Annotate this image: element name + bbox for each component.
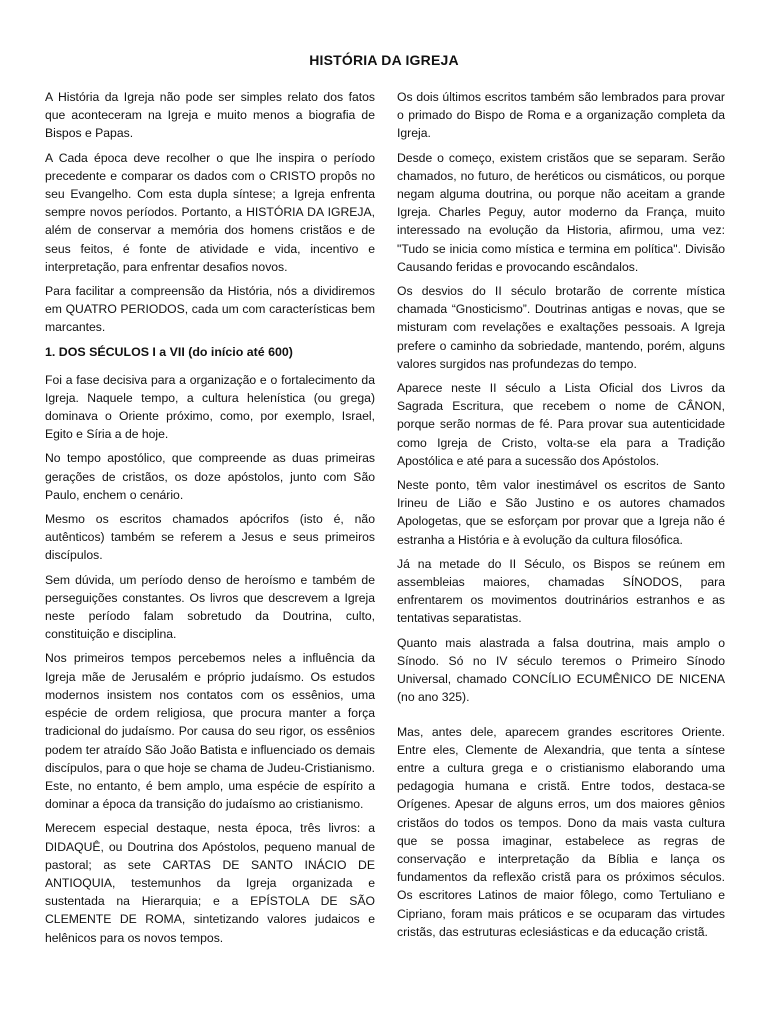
paragraph: Sem dúvida, um período denso de heroísmo e também de perseguições constantes. Os livros que descrevem a Igreja neste período falam sobretudo da Doutrina, culto, constituição e disciplina. bbox=[45, 572, 375, 642]
section-heading: 1. DOS SÉCULOS I a VII (do início até 600) bbox=[45, 344, 293, 359]
paragraph: Já na metade do II Século, os Bispos se reúnem em assembleias maiores, chamadas SÍNODOS, para enfrentarem os movimentos doutrinários estranhos e as tentativas separatistas. bbox=[397, 556, 725, 626]
paragraph: Mas, antes dele, aparecem grandes escritores Oriente. Entre eles, Clemente de Alexandria, que tenta a síntese entre a cultura grega e o cristianismo elaborando uma pedagogia humana e cristã. Entre todos, destaca-se Orígenes. Apesar de alguns erros, um dos maiores gênios cristãos do todos os tempos. Dono da mais vasta cultura que se possa imaginar, estabelece as regras de conservação e interpretação da Bíblia e lança os fundamentos da reflexão cristã para os próximos séculos. Os escritores Latinos de maior fôlego, como Tertuliano e Cipriano, foram mais práticos e se ocuparam das virtudes cristãs, das estruturas eclesiásticas e da educação cristã. bbox=[397, 724, 725, 939]
paragraph: A Cada época deve recolher o que lhe inspira o período precedente e comparar os dados com o CRISTO propôs no seu Evangelho. Com esta dupla síntese; a Igreja enfrenta sempre novos períodos. Portanto, a HISTÓRIA DA IGREJA, além de conservar a memória dos homens cristãos e de seus feitos, é fonte de atividade e vida, incentivo e interpretação, para enfrentar desafios novos. bbox=[45, 150, 375, 274]
paragraph: Quanto mais alastrada a falsa doutrina, mais amplo o Sínodo. Só no IV século teremos o Primeiro Sínodo Universal, chamado CONCÍLIO ECUMÊNICO DE NICENA (no ano 325). bbox=[397, 635, 725, 705]
paragraph: Para facilitar a compreensão da História, nós a dividiremos em QUATRO PERIODOS, cada um com características bem marcantes. bbox=[45, 284, 375, 335]
paragraph: Mesmo os escritos chamados apócrifos (isto é, não autênticos) também se referem a Jesus e seus primeiros discípulos. bbox=[45, 512, 375, 563]
paragraph: Os desvios do II século brotarão de corrente mística chamada “Gnosticismo”. Doutrinas antigas e novas, que se misturam com revelações e exaltações pessoais. A Igreja prefere o caminho da sobriedade, mantendo, porém, alguns valores surgidos nas profundezas do tempo. bbox=[397, 284, 725, 371]
paragraph: Os dois últimos escritos também são lembrados para provar o primado do Bispo de Roma e a organização completa da Igreja. bbox=[397, 90, 725, 141]
paragraph: No tempo apostólico, que compreende as duas primeiras gerações de cristãos, os doze apóstolos, junto com São Paulo, enchem o cenário. bbox=[45, 451, 375, 502]
spacer bbox=[397, 713, 725, 723]
paragraph: Aparece neste II século a Lista Oficial dos Livros da Sagrada Escritura, que recebem o nome de CÂNON, porque serão normas de fé. Para provar sua autenticidade como Igreja de Cristo, volta-se ela para a Tradição Apostólica e até para a sucessão dos Apóstolos. bbox=[397, 381, 725, 468]
paragraph: Merecem especial destaque, nesta época, três livros: a DIDAQUÊ, ou Doutrina dos Apóstolos, pequeno manual de pastoral; as sete CARTAS DE SANTO INÁCIO DE ANTIOQUIA, testemunhos da Igreja organizada e sustentada na Hierarquia; e a EPÍSTOLA DE SÃO CLEMENTE DE ROMA, sintetizando valores judaicos e helênicos para os novos tempos. bbox=[45, 821, 375, 945]
page-title: HISTÓRIA DA IGREJA bbox=[309, 52, 459, 68]
paragraph: A História da Igreja não pode ser simples relato dos fatos que aconteceram na Igreja e muito menos a biografia de Bispos e Papas. bbox=[45, 90, 375, 141]
left-column bbox=[45, 88, 375, 953]
paragraph: Neste ponto, têm valor inestimável os escritos de Santo Irineu de Lião e São Justino e os autores chamados Apologetas, que se esforçam por provar que a Igreja não é estranha a História e à evolução da cultura filosófica. bbox=[397, 478, 725, 547]
paragraph: Nos primeiros tempos percebemos neles a influência da Igreja mãe de Jerusalém e próprio judaísmo. Os estudos modernos insistem nos contatos com os essênios, uma espécie de ordem religiosa, que procura manter a força tradicional do judaísmo. Por causa do seu rigor, os essênios podem ter atraído São João Batista e influenciado os demais discípulos, para o que hoje se chama de Judeu-Cristianismo. Este, no entanto, é bem amplo, uma espécie de espírito a dominar a época da transição do judaísmo ao cristianismo. bbox=[45, 651, 375, 812]
right-column bbox=[397, 88, 725, 947]
paragraph: Foi a fase decisiva para a organização e o fortalecimento da Igreja. Naquele tempo, a cultura helenística (ou grega) dominava o Oriente próximo, como, por exemplo, Israel, Egito e Síria a de hoje. bbox=[45, 372, 375, 442]
paragraph: Desde o começo, existem cristãos que se separam. Serão chamados, no futuro, de heréticos ou cismáticos, ou porque negam alguma doutrina, ou porque não aceitam a grande Igreja. Charles Peguy, autor moderno da França, muito interessado na evolução da Historia, afirmou, uma vez: "Tudo se inicia como mística e termina em política". Divisão Causando feridas e provocando escândalos. bbox=[397, 150, 725, 274]
